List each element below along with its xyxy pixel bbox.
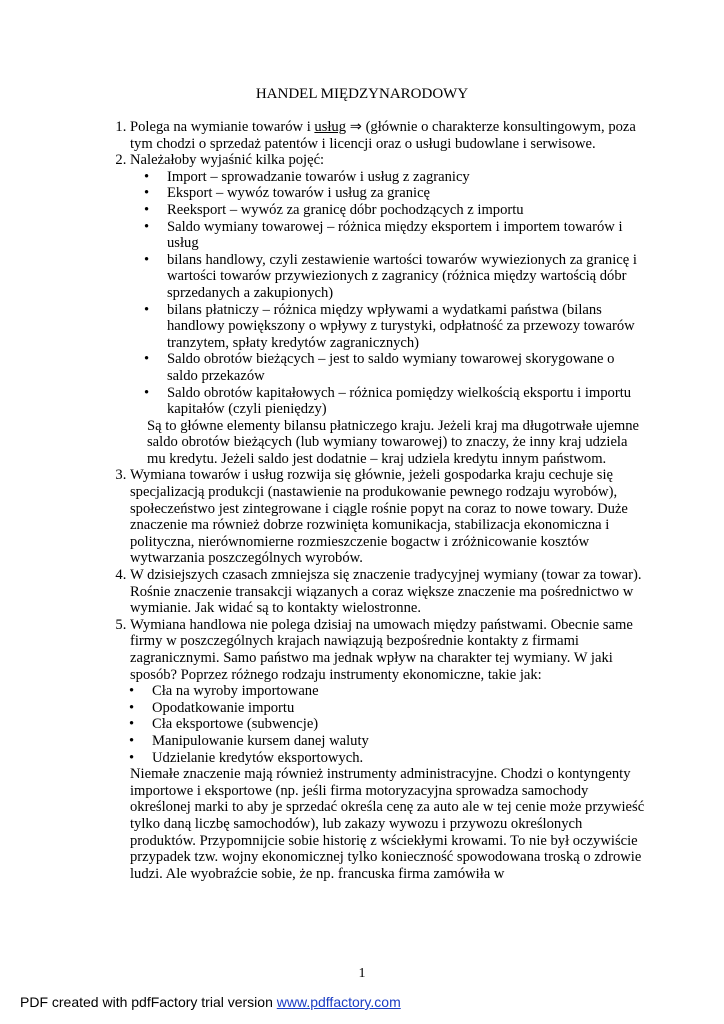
pdffactory-link[interactable]: www.pdffactory.com (276, 994, 401, 1010)
bullet-item: • Eksport – wywóz towarów i usług za granicę (167, 185, 647, 202)
bullet-item: • Cła na wyroby importowane (152, 683, 647, 700)
bullet-item: • bilans płatniczy – różnica między wpływami a wydatkami państwa (bilans handlowy powiększony o wpływy z turystyki, odpłatność za przewozy towarów tranzytem, spłaty kredytów zagranicznych) (167, 302, 647, 352)
bullet-item: • Udzielanie kredytów eksportowych. (152, 750, 647, 767)
arrow-symbol: ⇒ (349, 119, 362, 135)
list-item-3: 3. Wymiana towarów i usług rozwija się głównie, jeżeli gospodarka kraju cechuje się specjalizacją produkcji (nastawienie na produkowanie pewnego rodzaju wyrobów), społeczeństwo jest zintegrowane i ciągle rośnie popyt na coraz to nowe towary. Duże znaczenie ma również dobrze rozwinięta komunikacja, stabilizacja ekonomiczna i polityczna, nierównomierne rozmieszczenie bogactw i zróżnicowanie kosztów wytwarzania poszczególnych wyrobów. (130, 467, 647, 567)
bullet-item: • Saldo obrotów kapitałowych – różnica pomiędzy wielkością eksportu i importu kapitałów (czyli pieniędzy) (167, 385, 647, 418)
document-body (107, 119, 647, 882)
underlined-word: usług (314, 119, 347, 135)
bullet-item: • Saldo wymiany towarowej – różnica między eksportem i importem towarów i usług (167, 219, 647, 252)
pdf-footer: PDF created with pdfFactory trial version www.pdffactory.com (20, 994, 401, 1010)
paragraph: Są to główne elementy bilansu płatniczego kraju. Jeżeli kraj ma długotrwałe ujemne saldo obrotów bieżących (lub wymiany towarowej) to znaczy, że inny kraj udziela mu kredytu. Jeżeli saldo jest dodatnie – kraj udziela kredytu innym państwom. (147, 417, 639, 467)
bullet-item: • Manipulowanie kursem danej waluty (152, 733, 647, 750)
document-title: HANDEL MIĘDZYNARODOWY (255, 86, 469, 102)
definitions-bullet-list (130, 169, 647, 418)
paragraph: Niemałe znaczenie mają również instrumenty administracyjne. Chodzi o kontyngenty importowe i eksportowe (np. jeśli firma motoryzacyjna sprowadza samochody określonej marki to aby je sprzedać określa cenę za auto ale w tej cenie może przywieść tylko daną liczbę samochodów), lub zakazy wywozu i przywozu określonych produktów. Przypomnijcie sobie historię z wściekłymi krowami. To nie był oczywiście przypadek tzw. wojny ekonomicznej tylko konieczność spowodowana troską o zdrowie ludzi. Ale wyobraźcie sobie, że np. francuska firma zamówiła w (130, 766, 645, 882)
page-number: 1 (358, 966, 366, 981)
list-item-5: 5. Wymiana handlowa nie polega dzisiaj na umowach między państwami. Obecnie same firmy w poszczególnych krajach nawiązują bezpośrednie kontakty z firmami zagranicznymi. Samo państwo ma jednak wpływ na charakter tej wymiany. W jaki sposób? Poprzez różnego rodzaju instrumenty ekonomiczne, takie jak: • Cła na wyroby importowane • Opodatkowanie importu • Cła eksportowe (subwencje) • Manipulowanie kursem danej waluty • Udzielanie kredytów eksportowych. Niemałe znaczenie mają również instrumenty administracyjne. Chodzi o kontyngenty importowe i eksportowe (np. jeśli firma motoryzacyjna sprowadza samochody określonej marki to aby je sprzedać określa cenę za auto ale w tej cenie może przywieść tylko daną liczbę samochodów), lub zakazy wywozu i przywozu określonych produktów. Przypomnijcie sobie historię z wściekłymi krowami. To nie był oczywiście przypadek tzw. wojny ekonomicznej tylko konieczność spowodowana troską o zdrowie ludzi. Ale wyobraźcie sobie, że np. francuska firma zamówiła w (130, 617, 647, 883)
bullet-item: • Cła eksportowe (subwencje) (152, 716, 647, 733)
list-item-2: 2. Należałoby wyjaśnić kilka pojęć: • Import – sprowadzanie towarów i usług z zagranicy • Eksport – wywóz towarów i usług za granicę • Reeksport – wywóz za granicę dóbr pochodzących z importu • Saldo wymiany towarowej – różnica między eksportem i importem towarów i usług • bilans handlowy, czyli zestawienie wartości towarów wywiezionych za granicę i wartości towarów przywiezionych z zagranicy (różnica między wartością dóbr sprzedanych a zakupionych) • bilans płatniczy – różnica między wpływami a wydatkami państwa (bilans handlowy powiększony o wpływy z turystyki, odpłatność za przewozy towarów tranzytem, spłaty kredytów zagranicznych) • Saldo obrotów bieżących – jest to saldo wymiany towarowej skorygowane o saldo przekazów • Saldo obrotów kapitałowych – różnica pomiędzy wielkością eksportu i importu kapitałów (czyli pieniędzy) Są to główne elementy bilansu płatniczego kraju. Jeżeli kraj ma długotrwałe ujemne saldo obrotów bieżących (lub wymiany towarowej) to znaczy, że inny kraj udziela mu kredytu. Jeżeli saldo jest dodatnie – kraj udziela kredytu innym państwom. (130, 152, 647, 467)
instruments-bullet-list (130, 683, 647, 766)
bullet-item: • Import – sprowadzanie towarów i usług z zagranicy (167, 169, 647, 186)
list-item-4: 4. W dzisiejszych czasach zmniejsza się znaczenie tradycyjnej wymiany (towar za towar). Rośnie znaczenie transakcji wiązanych a coraz większe znaczenie ma pośrednictwo w wymianie. Jak widać są to kontakty wielostronne. (130, 567, 647, 617)
bullet-item: • Reeksport – wywóz za granicę dóbr pochodzących z importu (167, 202, 647, 219)
numbered-list (107, 119, 647, 882)
bullet-item: • bilans handlowy, czyli zestawienie wartości towarów wywiezionych za granicę i wartości towarów przywiezionych z zagranicy (różnica między wartością dóbr sprzedanych a zakupionych) (167, 252, 647, 302)
bullet-item: • Saldo obrotów bieżących – jest to saldo wymiany towarowej skorygowane o saldo przekazów (167, 351, 647, 384)
list-item-1: 1. Polega na wymianie towarów i usług ⇒ (głównie o charakterze konsultingowym, poza tym chodzi o sprzedaż patentów i licencji oraz o usługi budowlane i serwisowe. (130, 119, 647, 152)
bullet-item: • Opodatkowanie importu (152, 700, 647, 717)
